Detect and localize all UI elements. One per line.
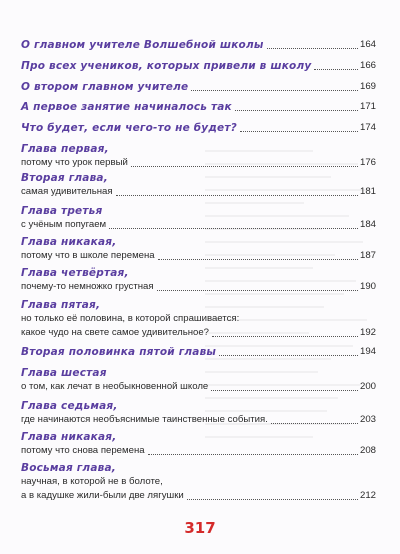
page-number: 194: [359, 346, 376, 357]
leader-dots: [314, 69, 358, 70]
leader-dots: [271, 423, 358, 424]
toc-chapter[interactable]: [21, 298, 376, 340]
page-number: 192: [359, 327, 376, 338]
page-number: 200: [359, 381, 376, 392]
leader-dots: [109, 228, 358, 229]
chapter-heading: Глава никакая,: [21, 431, 117, 443]
chapter-heading: Глава третья: [21, 205, 103, 217]
chapter-subtitle: а в кадушке жили-были две лягушки: [21, 490, 184, 501]
page-number: 212: [359, 490, 376, 501]
chapter-subtitle: потому что снова перемена: [21, 445, 145, 456]
toc-chapter[interactable]: [21, 430, 376, 458]
toc-entry[interactable]: [21, 80, 376, 94]
chapter-subtitle: о том, как лечат в необыкновенной школе: [21, 381, 209, 392]
chapter-subtitle: потому что урок первый: [21, 157, 128, 168]
leader-dots: [157, 290, 358, 291]
page-number: 181: [359, 186, 376, 197]
toc-chapter[interactable]: [21, 366, 376, 394]
page-number: 174: [359, 122, 376, 133]
chapter-heading: Глава четвёртая,: [21, 267, 129, 279]
chapter-subtitle: научная, в которой не в болоте,: [21, 476, 163, 487]
toc-chapter[interactable]: [21, 235, 376, 263]
entry-title: А первое занятие начиналось так: [21, 101, 232, 113]
toc-entry[interactable]: [21, 121, 376, 135]
folio-page-number: 317: [184, 519, 216, 537]
chapter-heading: Восьмая глава,: [21, 462, 116, 474]
chapter-subtitle: почему-то немножко грустная: [21, 281, 154, 292]
page-number: 187: [359, 250, 376, 261]
leader-dots: [235, 110, 358, 111]
entry-title: О главном учителе Волшебной школы: [21, 39, 264, 51]
chapter-subtitle: самая удивительная: [21, 186, 113, 197]
page-number: 164: [359, 39, 376, 50]
page-number: 190: [359, 281, 376, 292]
leader-dots: [148, 454, 358, 455]
chapter-heading: Глава никакая,: [21, 236, 117, 248]
leader-dots: [158, 259, 358, 260]
leader-dots: [219, 355, 358, 356]
entry-title: Вторая половинка пятой главы: [21, 346, 217, 358]
page-number: 176: [359, 157, 376, 168]
chapter-heading: Глава первая,: [21, 143, 109, 155]
chapter-subtitle: потому что в школе перемена: [21, 250, 155, 261]
entry-title: Что будет, если чего-то не будет?: [21, 122, 237, 134]
chapter-heading: Глава шестая: [21, 367, 107, 379]
chapter-subtitle: где начинаются необъяснимые таинственные события.: [21, 414, 268, 425]
toc-chapter[interactable]: [21, 461, 376, 503]
toc-chapter[interactable]: [21, 399, 376, 427]
leader-dots: [187, 499, 358, 500]
page-number: 208: [359, 445, 376, 456]
leader-dots: [191, 90, 358, 91]
chapter-heading: Глава седьмая,: [21, 400, 118, 412]
chapter-subtitle: какое чудо на свете самое удивительное?: [21, 327, 210, 338]
leader-dots: [212, 336, 358, 337]
leader-dots: [240, 131, 358, 132]
page-number: 203: [359, 414, 376, 425]
page-number: 171: [359, 101, 376, 112]
toc-entry[interactable]: [21, 345, 376, 359]
toc-chapter[interactable]: [21, 266, 376, 294]
chapter-subtitle: но только её половина, в которой спрашивается:: [21, 313, 240, 324]
page-number: 169: [359, 81, 376, 92]
leader-dots: [116, 195, 358, 196]
entry-title: Про всех учеников, которых привели в школу: [21, 60, 312, 72]
leader-dots: [267, 48, 358, 49]
chapter-heading: Вторая глава,: [21, 172, 108, 184]
chapter-subtitle: с учёным попугаем: [21, 219, 107, 230]
toc-entry[interactable]: [21, 38, 376, 52]
leader-dots: [211, 390, 358, 391]
leader-dots: [131, 166, 358, 167]
entry-title: О втором главном учителе: [21, 81, 189, 93]
toc-entry[interactable]: [21, 100, 376, 114]
toc-chapter[interactable]: [21, 142, 376, 170]
toc-chapter[interactable]: [21, 204, 376, 232]
page-number: 166: [359, 60, 376, 71]
chapter-heading: Глава пятая,: [21, 299, 101, 311]
toc-entry[interactable]: [21, 59, 376, 73]
page-number: 184: [359, 219, 376, 230]
toc-chapter[interactable]: [21, 171, 376, 199]
